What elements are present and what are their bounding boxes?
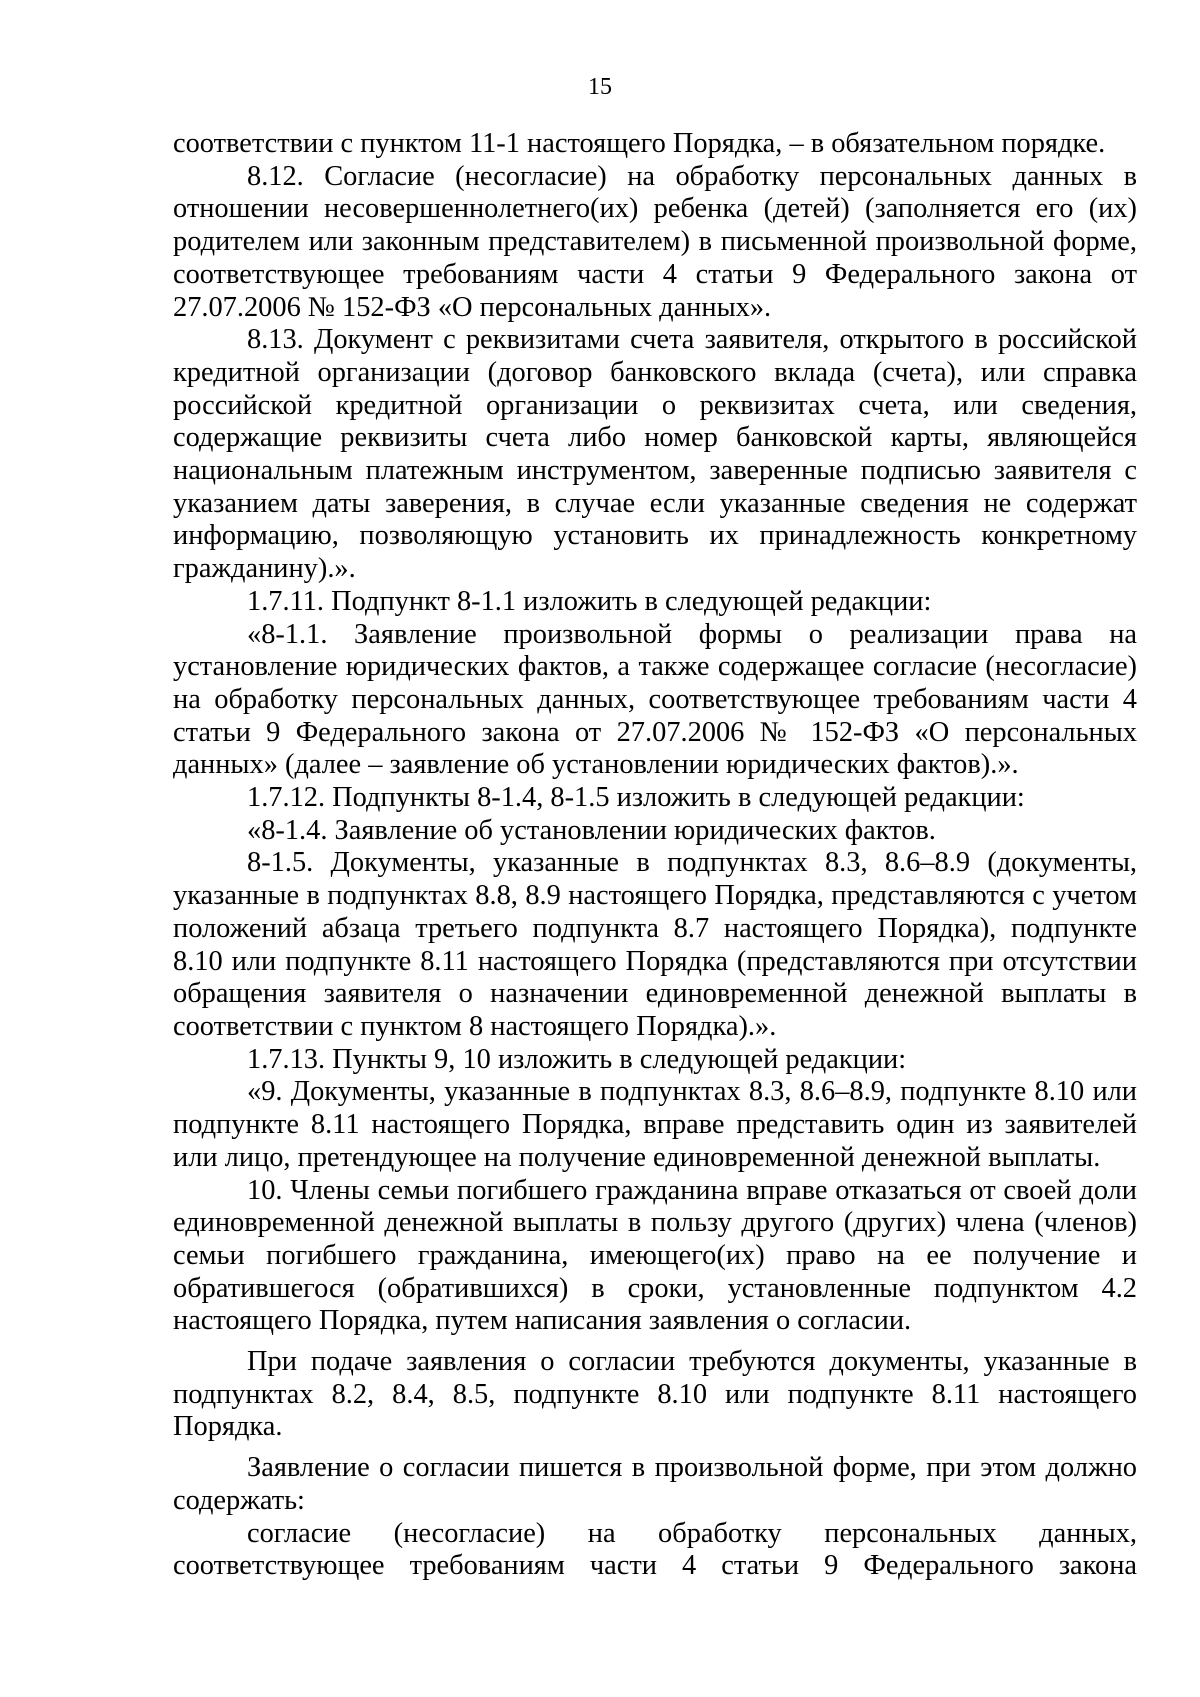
paragraph: соответствии с пунктом 11-1 настоящего Порядка, – в обязательном порядке.	[173, 128, 1106, 159]
paragraph: «9. Документы, указанные в подпунктах 8.3, 8.6–8.9, подпункте 8.10 или подпункте 8.11 настоящего Порядка, вправе представить один из заявителей или лицо, претендующее на получение единовременной денежной выплаты.	[173, 1076, 1137, 1173]
paragraph: 8.12. Согласие (несогласие) на обработку персональных данных в отношении несовершеннолетнего(их) ребенка (детей) (заполняется его (их) родителем или законным представителем) в письменной произвольной форме, соответствующее требованиям части 4 статьи 9 Федерального закона от 27.07.2006 № 152-ФЗ «О персональных данных».	[173, 160, 1137, 323]
paragraph: 1.7.11. Подпункт 8-1.1 изложить в следующей редакции:	[247, 585, 932, 617]
page-number: 15	[588, 74, 612, 100]
paragraph: 1.7.13. Пункты 9, 10 изложить в следующей редакции:	[247, 1043, 907, 1075]
paragraph: «8-1.1. Заявление произвольной формы о реализации права на установление юридических фактов, а также содержащее согласие (несогласие) на обработку персональных данных, соответствующее требованиям части 4 статьи 9 Федерального закона от 27.07.2006 № 152-ФЗ «О персональных данных» (далее – заявление об установлении юридических фактов).».	[173, 618, 1137, 781]
document-body	[173, 128, 1137, 1583]
paragraph: 8.13. Документ с реквизитами счета заявителя, открытого в российской кредитной организации (договор банковского вклада (счета), или справка российской кредитной организации о реквизитах счета, или сведения, содержащие реквизиты счета либо номер банковской карты, являющейся национальным платежным инструментом, заверенные подписью заявителя с указанием даты заверения, в случае если указанные сведения не содержат информацию, позволяющую установить их принадлежность конкретному гражданину).».	[173, 324, 1137, 585]
paragraph: 8-1.5. Документы, указанные в подпунктах 8.3, 8.6–8.9 (документы, указанные в подпунктах 8.8, 8.9 настоящего Порядка, представляются с учетом положений абзаца третьего подпункта 8.7 настоящего Порядка), подпункте 8.10 или подпункте 8.11 настоящего Порядка (представляются при отсутствии обращения заявителя о назначении единовременной денежной выплаты в соответствии с пунктом 8 настоящего Порядка).».	[173, 847, 1137, 1042]
paragraph: 1.7.12. Подпункты 8-1.4, 8-1.5 изложить в следующей редакции:	[247, 782, 1025, 814]
paragraph: 10. Члены семьи погибшего гражданина вправе отказаться от своей доли единовременной денежной выплаты в пользу другого (других) члена (членов) семьи погибшего гражданина, имеющего(их) право на ее получение и обратившегося (обратившихся) в сроки, установленные подпунктом 4.2 настоящего Порядка, путем написания заявления о согласии.	[173, 1174, 1137, 1337]
paragraph: При подаче заявления о согласии требуются документы, указанные в подпунктах 8.2, 8.4, 8.5, подпункте 8.10 или подпункте 8.11 настоящего Порядка.	[173, 1346, 1137, 1443]
paragraph: согласие (несогласие) на обработку персональных данных, соответствующее требованиям части 4 статьи 9 Федерального закона	[173, 1517, 1137, 1582]
paragraph: Заявление о согласии пишется в произвольной форме, при этом должно содержать:	[173, 1452, 1137, 1516]
paragraph: «8-1.4. Заявление об установлении юридических фактов.	[247, 814, 936, 846]
